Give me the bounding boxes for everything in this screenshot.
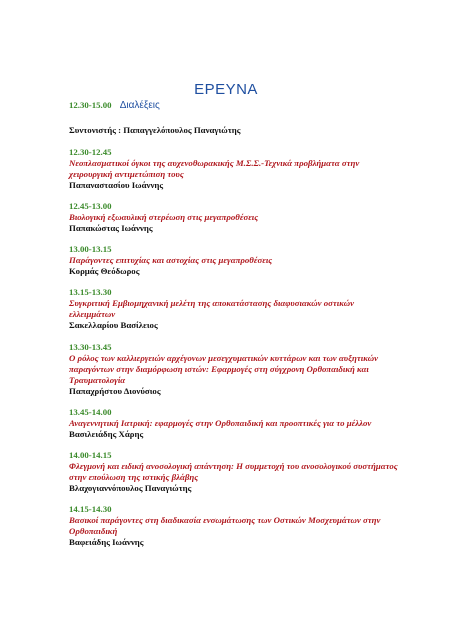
- session-time: 13.15-13.30: [69, 287, 112, 297]
- session-speaker: Κορμάς Θεόδωρος: [69, 266, 140, 276]
- header-label: Διαλέξεις: [119, 100, 160, 111]
- session-speaker: Βασιλειάδης Χάρης: [69, 429, 144, 439]
- session-title: Ο ρόλος των καλλιεργειών αρχέγονων μεσεγχυματικών κυττάρων και των αυξητικών παραγόντων στην διαμόρφωση ιστών: Εφαρμογές στη σύγχρονη Ορθοπαιδική και Τραυματολογία: [69, 353, 378, 385]
- session-time: 13.00-13.15: [69, 244, 112, 254]
- session-title: Αναγεννητική Ιατρική: εφαρμογές στην Ορθοπαιδική και προοπτικές για το μέλλον: [69, 418, 372, 428]
- session-time: 14.15-14.30: [69, 504, 112, 514]
- session-speaker: Παπακώστας Ιωάννης: [69, 223, 153, 233]
- session-time: 12.45-13.00: [69, 201, 112, 211]
- page-title: ΕΡΕΥΝΑ: [194, 81, 258, 98]
- session-title: Βασικοί παράγοντες στη διαδικασία ενσωμάτωσης των Οστικών Μοσχευμάτων στην Ορθοπαιδική: [69, 515, 381, 536]
- session-time: 12.30-12.45: [69, 147, 112, 157]
- session-speaker: Σακελλαρίου Βασίλειος: [69, 320, 158, 330]
- session-time: 13.30-13.45: [69, 342, 112, 352]
- header-time: 12.30-15.00: [69, 100, 112, 110]
- session-speaker: Παπαναστασίου Ιωάννης: [69, 180, 164, 190]
- coordinators: Συντονιστής : Παπαγγελόπουλος Παναγιώτης: [69, 125, 241, 135]
- session-header: [69, 100, 160, 111]
- session-time: 13.45-14.00: [69, 407, 112, 417]
- session-title: Βιολογική εξωαυλική στερέωση στις μεγαπροθέσεις: [69, 212, 259, 222]
- session-title: Συγκριτική Εμβιομηχανική μελέτη της αποκατάστασης διαφυσιακών οστικών ελλειμμάτων: [69, 298, 354, 319]
- session-title: Φλεγμονή και ειδική ανοσολογική απάντηση: Η συμμετοχή του ανοσολογικού συστήματος στην επούλωση της ιστικής βλάβης: [69, 461, 398, 482]
- session-time: 14.00-14.15: [69, 450, 112, 460]
- session-speaker: Παπαχρήστου Διονύσιος: [69, 386, 161, 396]
- session-speaker: Βαφειάδης Ιωάννης: [69, 537, 144, 547]
- session-title: Παράγοντες επιτυχίας και αστοχίας στις μεγαπροθέσεις: [69, 255, 273, 265]
- session-speaker: Βλαχογιαννόπουλος Παναγιώτης: [69, 483, 192, 493]
- session-title: Νεοπλασματικοί όγκοι της αυχενοθωρακικής Μ.Σ.Σ.-Τεχνικά προβλήματα στην χειρουργική αντιμετώπιση τους: [69, 158, 360, 179]
